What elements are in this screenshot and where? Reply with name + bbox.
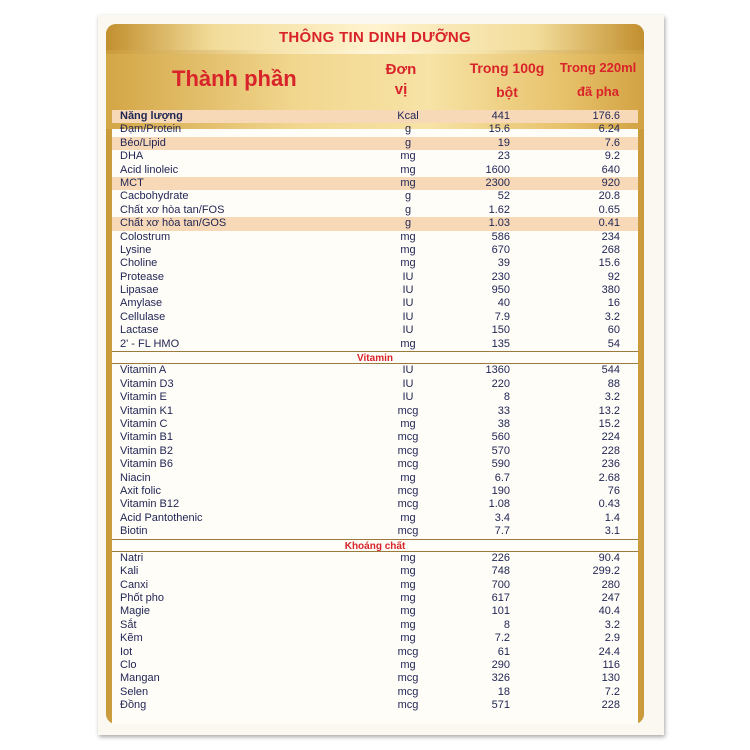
value-per-100g: 135 [491,337,510,350]
value-per-220ml: 15.6 [598,257,620,270]
value-per-100g: 7.9 [494,310,510,323]
value-per-220ml: 60 [607,324,620,337]
value-per-220ml: 224 [601,431,620,444]
value-per-220ml: 9.2 [604,150,620,163]
nutrient-name: MCT [120,176,144,189]
value-per-220ml: 176.6 [592,110,620,122]
nutrient-name: Chất xơ hòa tan/GOS [120,217,227,230]
nutrient-unit: IU [402,364,414,377]
value-per-100g: 150 [491,324,510,337]
nutrient-unit: mcg [397,498,419,511]
table-row [112,552,638,565]
nutrient-name: Selen [120,685,149,698]
value-per-220ml: 234 [601,230,620,243]
nutrient-unit: IU [402,391,414,404]
value-per-220ml: 116 [602,659,620,672]
value-per-220ml: 130 [601,672,620,685]
value-per-220ml: 76 [607,484,620,497]
table-row [112,565,638,578]
nutrient-unit: mg [400,257,416,270]
table-row [112,512,638,525]
value-per-100g: 7.7 [494,525,510,538]
value-per-100g: 1.03 [488,217,510,230]
nutrient-unit: IU [402,324,414,337]
value-per-220ml: 0.43 [598,498,620,511]
value-per-100g: 8 [503,618,510,631]
nutrient-unit: mg [400,471,416,484]
table-row [112,672,638,685]
nutrient-name: 2' - FL HMO [120,337,180,350]
nutrient-name: Biotin [120,525,148,538]
nutrient-unit: mg [400,551,416,564]
nutrient-unit: mg [400,618,416,631]
value-per-100g: 3.4 [494,511,510,524]
value-per-100g: 570 [491,444,510,457]
table-row [112,699,638,712]
header-per-220ml-line1: Trong 220ml [559,60,637,75]
nutrient-unit: IU [402,310,414,323]
header-unit-line2: vị [394,81,408,98]
nutrient-unit: mcg [397,699,419,712]
nutrient-name: Magie [120,605,150,618]
value-per-220ml: 3.2 [604,391,620,404]
nutrient-name: Đồng [120,699,147,712]
table-row [112,605,638,618]
nutrient-name: Cacbohydrate [120,190,189,203]
table-row [112,150,638,163]
value-per-100g: 571 [491,699,510,712]
nutrient-unit: mg [400,230,416,243]
value-per-100g: 586 [491,230,510,243]
nutrient-name: Clo [120,659,137,672]
value-per-100g: 441 [491,110,510,122]
value-per-100g: 670 [491,243,510,256]
nutrient-unit: IU [402,270,414,283]
table-row [112,110,638,123]
table-row [112,311,638,324]
value-per-100g: 748 [491,565,510,578]
table-row [112,324,638,337]
nutrient-unit: mg [400,511,416,524]
table-row [112,137,638,150]
table-row [112,498,638,511]
value-per-220ml: 268 [601,243,620,256]
nutrient-name: Lactase [120,324,159,337]
nutrient-name: Kẽm [120,632,143,645]
value-per-220ml: 16 [607,297,620,310]
value-per-220ml: 3.2 [604,618,620,631]
nutrient-name: Protease [120,270,165,283]
table-row [112,284,638,297]
nutrient-name: Iot [120,645,133,658]
nutrient-name: Choline [120,257,158,270]
nutrient-unit: g [404,136,412,149]
table-row [112,686,638,699]
header-per-100g-line1: Trong 100g [469,60,545,76]
nutrient-name: Canxi [120,578,149,591]
value-per-220ml: 6.24 [598,123,620,136]
table-row [112,297,638,310]
value-per-100g: 1.62 [488,203,510,216]
value-per-220ml: 3.2 [604,310,620,323]
value-per-220ml: 640 [601,163,620,176]
value-per-220ml: 13.2 [598,404,620,417]
value-per-100g: 190 [491,484,510,497]
table-row [112,592,638,605]
nutrient-unit: mcg [397,645,419,658]
nutrient-unit: mg [400,163,416,176]
value-per-100g: 38 [497,417,510,430]
table-row [112,485,638,498]
value-per-220ml: 92 [607,270,620,283]
header-per-220ml-line2: đã pha [577,84,619,99]
nutrient-name: Amylase [120,297,163,310]
value-per-100g: 560 [491,431,510,444]
table-row [112,271,638,284]
nutrient-unit: mg [400,150,416,163]
nutrient-name: Acid linoleic [120,163,179,176]
nutrient-unit: IU [402,297,414,310]
nutrient-name: Vitamin B1 [120,431,173,444]
value-per-100g: 2300 [485,176,510,189]
nutrient-unit: mcg [397,672,419,685]
value-per-220ml: 0.41 [598,217,620,230]
nutrient-name: Vitamin C [120,417,168,430]
table-row [112,391,638,404]
value-per-100g: 101 [491,605,510,618]
value-per-100g: 33 [497,404,510,417]
nutrient-name: Phốt pho [120,592,165,605]
nutrient-name: Axit folic [120,484,161,497]
value-per-100g: 326 [491,672,510,685]
table-row [112,418,638,431]
nutrient-name: Vitamin B6 [120,458,173,471]
value-per-100g: 7.2 [494,632,510,645]
nutrient-unit: mcg [397,525,419,538]
value-per-220ml: 280 [601,578,620,591]
table-row [112,217,638,230]
value-per-220ml: 7.6 [604,136,620,149]
value-per-100g: 61 [497,645,510,658]
nutrient-unit: IU [402,284,414,297]
value-per-100g: 1360 [485,364,510,377]
value-per-100g: 23 [497,150,510,163]
header-unit [371,60,431,100]
value-per-100g: 617 [491,592,510,605]
table-row [112,579,638,592]
nutrient-unit: mg [400,578,416,591]
table-row [112,619,638,632]
nutrient-unit: mg [400,176,416,189]
nutrient-unit: mg [400,565,416,578]
table-row [112,164,638,177]
value-per-100g: 15.6 [488,123,510,136]
table-row [112,659,638,672]
nutrient-unit: g [404,217,412,230]
nutrient-unit: mcg [397,484,419,497]
nutrient-name: Vitamin B12 [120,498,180,511]
nutrient-name: DHA [120,150,144,163]
value-per-100g: 8 [503,391,510,404]
value-per-220ml: 920 [601,176,620,189]
value-per-220ml: 90.4 [598,551,620,564]
nutrient-unit: mcg [397,444,419,457]
nutrient-name: Mangan [120,672,160,685]
value-per-220ml: 2.9 [604,632,620,645]
nutrient-unit: mcg [397,431,419,444]
table-row [112,244,638,257]
nutrient-unit: g [404,190,412,203]
nutrient-unit: mg [400,337,416,350]
value-per-220ml: 380 [601,284,620,297]
table-row [112,632,638,645]
nutrition-title: THÔNG TIN DINH DƯỠNG [106,24,644,50]
table-row [112,231,638,244]
value-per-100g: 1600 [485,163,510,176]
value-per-220ml: 544 [601,364,620,377]
nutrient-name: Vitamin A [120,364,167,377]
value-per-220ml: 247 [601,592,620,605]
value-per-100g: 39 [497,257,510,270]
nutrient-name: Lipasae [120,284,159,297]
header-unit-line1: Đơn [385,61,417,78]
value-per-220ml: 228 [601,699,620,712]
value-per-220ml: 0.65 [598,203,620,216]
nutrient-unit: mg [400,605,416,618]
value-per-220ml: 54 [607,337,620,350]
value-per-100g: 700 [491,578,510,591]
nutrient-name: Cellulase [120,310,166,323]
value-per-100g: 19 [497,136,510,149]
nutrient-unit: mg [400,243,416,256]
nutrient-unit: mg [400,417,416,430]
nutrient-unit: mcg [397,458,419,471]
table-row [112,177,638,190]
value-per-220ml: 15.2 [598,417,620,430]
nutrient-name: Vitamin B2 [120,444,173,457]
header-ingredient: Thành phần [172,66,297,91]
nutrient-unit: g [404,203,412,216]
nutrient-unit: g [404,123,412,136]
table-row [112,472,638,485]
value-per-100g: 290 [491,659,510,672]
table-row [112,431,638,444]
value-per-220ml: 24.4 [598,645,620,658]
value-per-220ml: 299.2 [592,565,620,578]
value-per-100g: 1.08 [488,498,510,511]
table-row [112,646,638,659]
nutrient-name: Kali [120,565,139,578]
table-row [112,525,638,538]
value-per-220ml: 88 [607,377,620,390]
value-per-100g: 220 [491,377,510,390]
value-per-100g: 6.7 [494,471,510,484]
value-per-220ml: 236 [601,458,620,471]
value-per-220ml: 1.4 [604,511,620,524]
value-per-100g: 950 [491,284,510,297]
nutrient-unit: mg [400,659,416,672]
table-row [112,445,638,458]
nutrient-name: Natri [120,551,144,564]
table-row [112,364,638,377]
value-per-100g: 590 [491,458,510,471]
nutrient-name: Đạm/Protein [120,123,182,136]
header-per-100g [462,56,552,104]
section-header: Khoáng chất [112,539,638,552]
nutrient-name: Vitamin K1 [120,404,173,417]
table-row [112,190,638,203]
header-per-100g-line2: bột [496,84,518,100]
value-per-220ml: 20.8 [598,190,620,203]
nutrient-unit: Kcal [397,110,419,122]
value-per-220ml: 3.1 [604,525,620,538]
nutrient-name: Colostrum [120,230,171,243]
table-row [112,204,638,217]
value-per-100g: 40 [497,297,510,310]
nutrient-unit: mcg [397,404,419,417]
value-per-220ml: 7.2 [604,685,620,698]
value-per-100g: 52 [497,190,510,203]
value-per-100g: 226 [491,551,510,564]
nutrient-name: Béo/Lipid [120,136,166,149]
section-header: Vitamin [112,351,638,364]
value-per-220ml: 2.68 [598,471,620,484]
value-per-100g: 230 [491,270,510,283]
table-row [112,458,638,471]
nutrient-name: Lysine [120,243,152,256]
value-per-220ml: 228 [601,444,620,457]
value-per-100g: 18 [497,685,510,698]
table-row [112,257,638,270]
nutrient-name: Acid Pantothenic [120,511,203,524]
nutrition-table-body [112,110,638,713]
table-row [112,338,638,351]
nutrient-name: Năng lượng [120,110,183,122]
nutrient-name: Vitamin E [120,391,167,404]
nutrient-unit: mcg [397,685,419,698]
nutrient-name: Niacin [120,471,151,484]
nutrient-name: Vitamin D3 [120,377,174,390]
nutrient-unit: mg [400,592,416,605]
header-per-220ml [553,56,643,104]
table-row [112,378,638,391]
table-row [112,123,638,136]
table-row [112,405,638,418]
value-per-220ml: 40.4 [598,605,620,618]
nutrient-name: Chất xơ hòa tan/FOS [120,203,225,216]
nutrient-name: Sắt [120,618,137,631]
nutrient-unit: mg [400,632,416,645]
nutrient-unit: IU [402,377,414,390]
